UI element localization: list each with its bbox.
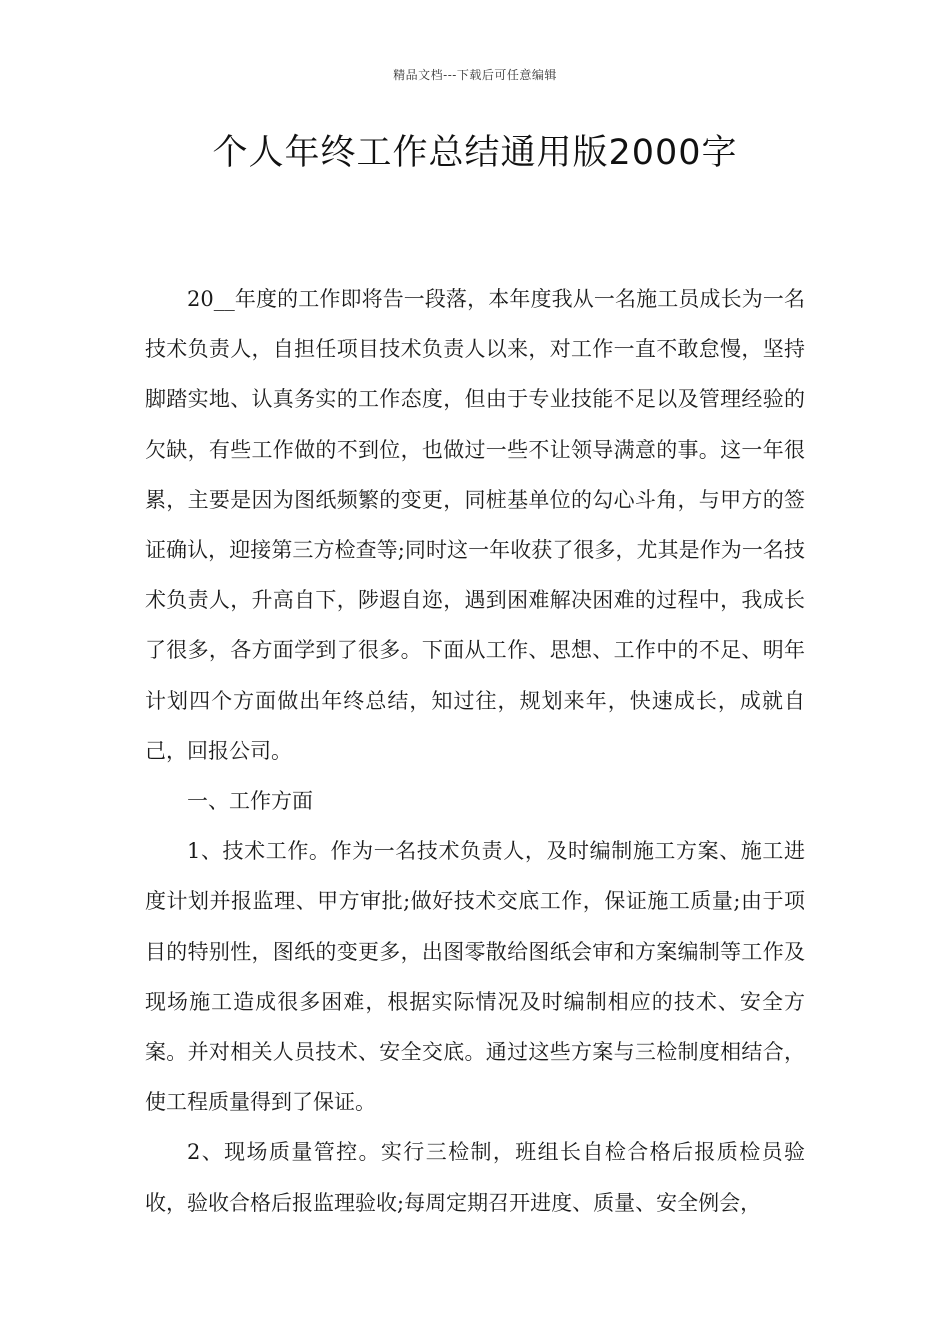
document-title: 个人年终工作总结通用版2000字 [212, 133, 738, 173]
paragraph-quality-control: 2、现场质量管控。实行三检制，班组长自检合格后报质检员验收，验收合格后报监理验收;每周定期召开进度、质量、安全例会， [145, 1140, 805, 1215]
header-note: 精品文档---下载后可任意编辑 [393, 68, 557, 82]
section-heading-work: 一、工作方面 [187, 789, 313, 814]
paragraph-intro: 20__年度的工作即将告一段落，本年度我从一名施工员成长为一名技术负责人，自担任项目技术负责人以来，对工作一直不敢怠慢，坚持脚踏实地、认真务实的工作态度，但由于专业技能不足以及管理经验的欠缺，有些工作做的不到位，也做过一些不让领导满意的事。这一年很累，主要是因为图纸频繁的变更，同桩基单位的勾心斗角，与甲方的签证确认，迎接第三方检查等;同时这一年收获了很多，尤其是作为一名技术负责人，升高自下，陟遐自迩，遇到困难解决困难的过程中，我成长了很多，各方面学到了很多。下面从工作、思想、工作中的不足、明年计划四个方面做出年终总结，知过往，规划来年，快速成长，成就自己，回报公司。 [145, 287, 805, 763]
document-body [145, 274, 805, 1228]
paragraph-technical-work: 1、技术工作。作为一名技术负责人，及时编制施工方案、施工进度计划并报监理、甲方审批;做好技术交底工作，保证施工质量;由于项目的特别性，图纸的变更多，出图零散给图纸会审和方案编制等工作及现场施工造成很多困难，根据实际情况及时编制相应的技术、安全方案。并对相关人员技术、安全交底。通过这些方案与三检制度相结合，使工程质量得到了保证。 [145, 839, 805, 1115]
